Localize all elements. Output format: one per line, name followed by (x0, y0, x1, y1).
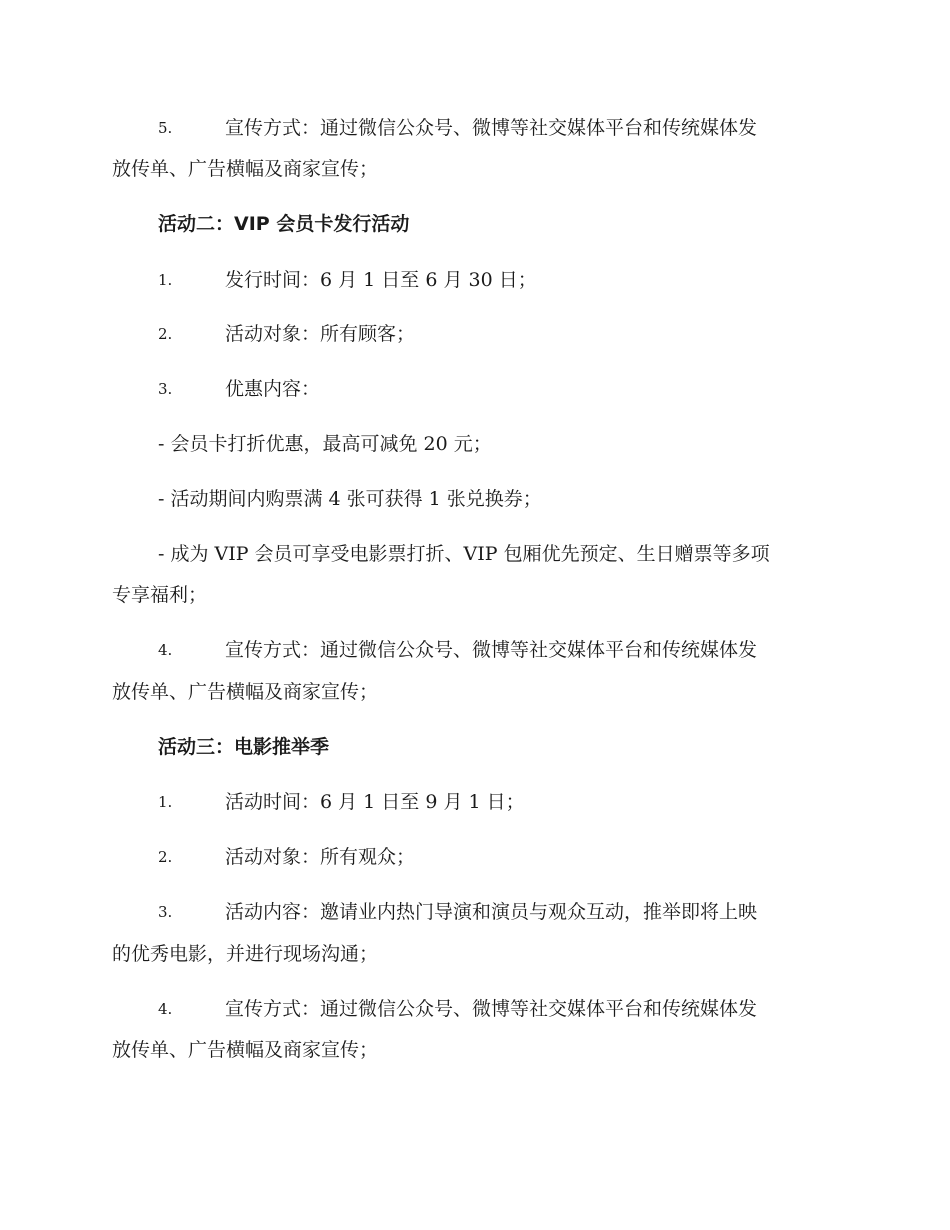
list-item-text: 活动时间：6 月 1 日至 9 月 1 日； (225, 791, 525, 813)
list-number: 2. (158, 848, 173, 866)
list-item-text: 发行时间：6 月 1 日至 6 月 30 日； (225, 269, 537, 291)
list-item-continuation: 的优秀电影，并进行现场沟通； (112, 943, 379, 965)
list-number: 2. (158, 325, 173, 343)
list-number: 4. (158, 1000, 173, 1018)
section-heading: 活动三：电影推举季 (158, 736, 330, 758)
bullet-line: - 成为 VIP 会员可享受电影票打折、VIP 包厢优先预定、生日赠票等多项 (158, 543, 770, 565)
list-number: 1. (158, 271, 173, 289)
list-item-text: 优惠内容： (225, 378, 321, 400)
list-number: 1. (158, 793, 173, 811)
bullet-line: - 活动期间内购票满 4 张可获得 1 张兑换券； (158, 488, 542, 510)
list-number: 5. (158, 119, 173, 137)
list-item-continuation: 放传单、广告横幅及商家宣传； (112, 158, 379, 180)
bullet-line: - 会员卡打折优惠，最高可减免 20 元； (158, 433, 492, 455)
bullet-continuation: 专享福利； (112, 584, 208, 606)
list-number: 3. (158, 380, 173, 398)
list-number: 3. (158, 903, 173, 921)
list-item-text: 活动对象：所有顾客； (225, 323, 416, 345)
list-number: 4. (158, 641, 173, 659)
list-item-text: 宣传方式：通过微信公众号、微博等社交媒体平台和传统媒体发 (225, 117, 758, 139)
section-heading: 活动二：VIP 会员卡发行活动 (158, 213, 410, 235)
list-item-text: 活动对象：所有观众； (225, 846, 416, 868)
list-item-text: 活动内容：邀请业内热门导演和演员与观众互动，推举即将上映 (225, 901, 758, 923)
list-item-text: 宣传方式：通过微信公众号、微博等社交媒体平台和传统媒体发 (225, 639, 758, 661)
list-item-text: 宣传方式：通过微信公众号、微博等社交媒体平台和传统媒体发 (225, 998, 758, 1020)
list-item-continuation: 放传单、广告横幅及商家宣传； (112, 681, 379, 703)
list-item-continuation: 放传单、广告横幅及商家宣传； (112, 1039, 379, 1061)
